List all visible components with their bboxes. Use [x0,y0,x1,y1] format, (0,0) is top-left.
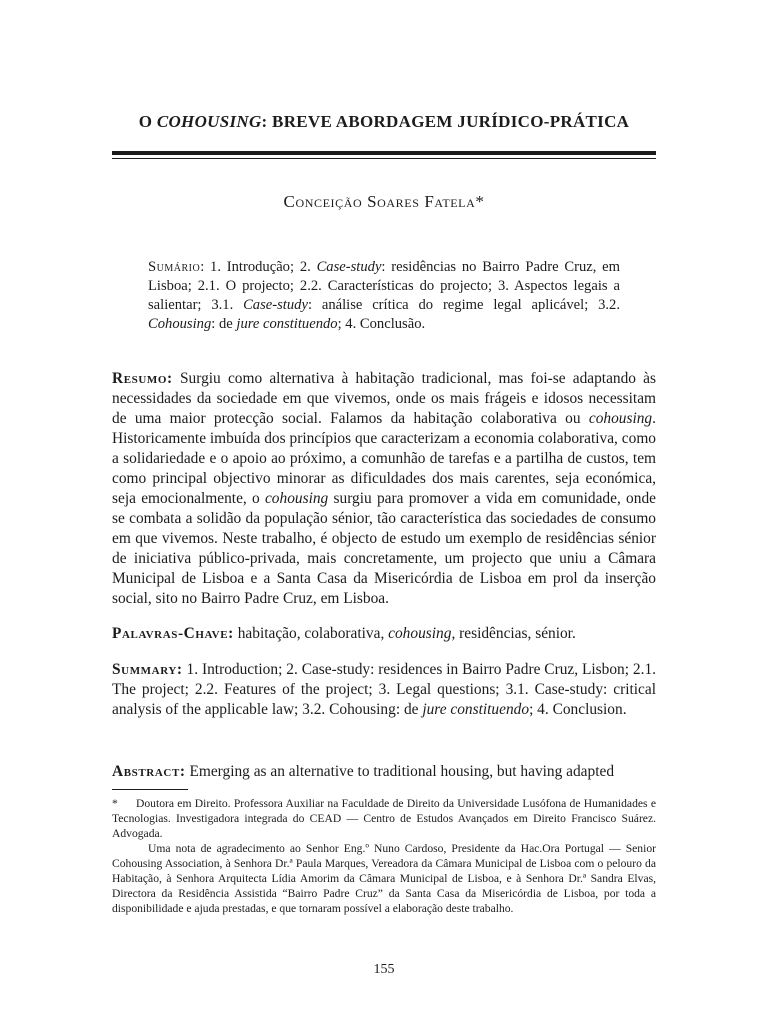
page-number: 155 [373,962,395,977]
palavras-chave-paragraph: Palavras-Chave: habitação, colaborativa, cohousing, residências, sénior. [112,625,576,642]
abstract-label: Abstract: [112,763,186,780]
footnote-acknowledgement: Uma nota de agradecimento ao Senhor Eng.º Nuno Cardoso, Presidente da Hac.Ora Portugal — Senior Cohousing Association, à Senhora Dr.ª Paula Marques, Vereadora da Câmara Municipal de Lisboa com o pelouro da Habitação, à Senhora Arquitecta Lídia Amorim da Câmara Municipal de Lisboa, e à Senhora Dr.ª Sandra Elvas, Directora da Residência Assistida “Bairro Padre Cruz” da Santa Casa da Misericórdia de Lisboa, por toda a disponibilidade e ajuda prestadas, e que tornaram possível a elaboração deste trabalho. [112,842,656,915]
abstract-paragraph: Abstract: Emerging as an alternative to traditional housing, but having adapted [112,763,615,780]
sumario-block: Sumário: 1. Introdução; 2. Case-study: residências no Bairro Padre Cruz, em Lisboa; 2.1. O projecto; 2.2. Características do projecto; 3. Aspectos legais a salientar; 3.1. Case-study: análise crítica do regime legal aplicável; 3.2. Cohousing: de jure constituendo; 4. Conclusão. [148,259,620,332]
footnotes [112,796,656,916]
resumo-label: Resumo: [112,370,173,387]
title-rule-thin [112,158,656,159]
footnote-1: * Doutora em Direito. Professora Auxiliar na Faculdade de Direito da Universidade Lusófona de Humanidades e Tecnologias. Investigadora integrada do CEAD — Centro de Estudos Avançados em Direito Francisco Suárez. Advogada. [112,797,656,840]
sumario-label: Sumário [148,259,201,275]
summary-label: Summary: [112,661,183,678]
title-italic-term: COHOUSING [156,112,262,131]
author-footnote-marker: * [475,192,485,211]
resumo-paragraph: Resumo: Surgiu como alternativa à habitação tradicional, mas foi-se adaptando às necessidades da sociedade em que vivemos, onde os mais frágeis e idosos necessitam de uma maior protecção social. Falamos da habitação colaborativa ou cohousing. Historicamente imbuída dos princípios que caracterizam a economia colaborativa, como a solidariedade e o apoio ao próximo, a comunhão de tarefas e a partilha de custos, tem como principal objectivo minorar as dificuldades dos mais carentes, seja económica, seja emocionalmente, o cohousing surgiu para promover a vida em comunidade, onde se combata a solidão da população sénior, tão característica das sociedades de consumo em que vivemos. Neste trabalho, é objecto de estudo um exemplo de residências sénior de iniciativa público-privada, mais concretamente, um projecto que uniu a Câmara Municipal de Lisboa e a Santa Casa da Misericórdia de Lisboa em prol da inserção social, sito no Bairro Padre Cruz, em Lisboa. [112,370,656,607]
footnote-separator [112,789,188,790]
title-rule-thick [112,151,656,155]
footnote-marker: * [112,797,118,810]
summary-paragraph: Summary: 1. Introduction; 2. Case-study: residences in Bairro Padre Cruz, Lisbon; 2.1. The project; 2.2. Features of the project; 3. Legal questions; 3.1. Case-study: critical analysis of the applicable law; 3.2. Cohousing: de jure constituendo; 4. Conclusion. [112,661,656,718]
article-title: O COHOUSING: BREVE ABORDAGEM JURÍDICO-PRÁTICA [138,112,630,131]
author-name: Conceição Soares Fatela* [283,192,485,211]
palavras-chave-label: Palavras-Chave: [112,625,234,642]
